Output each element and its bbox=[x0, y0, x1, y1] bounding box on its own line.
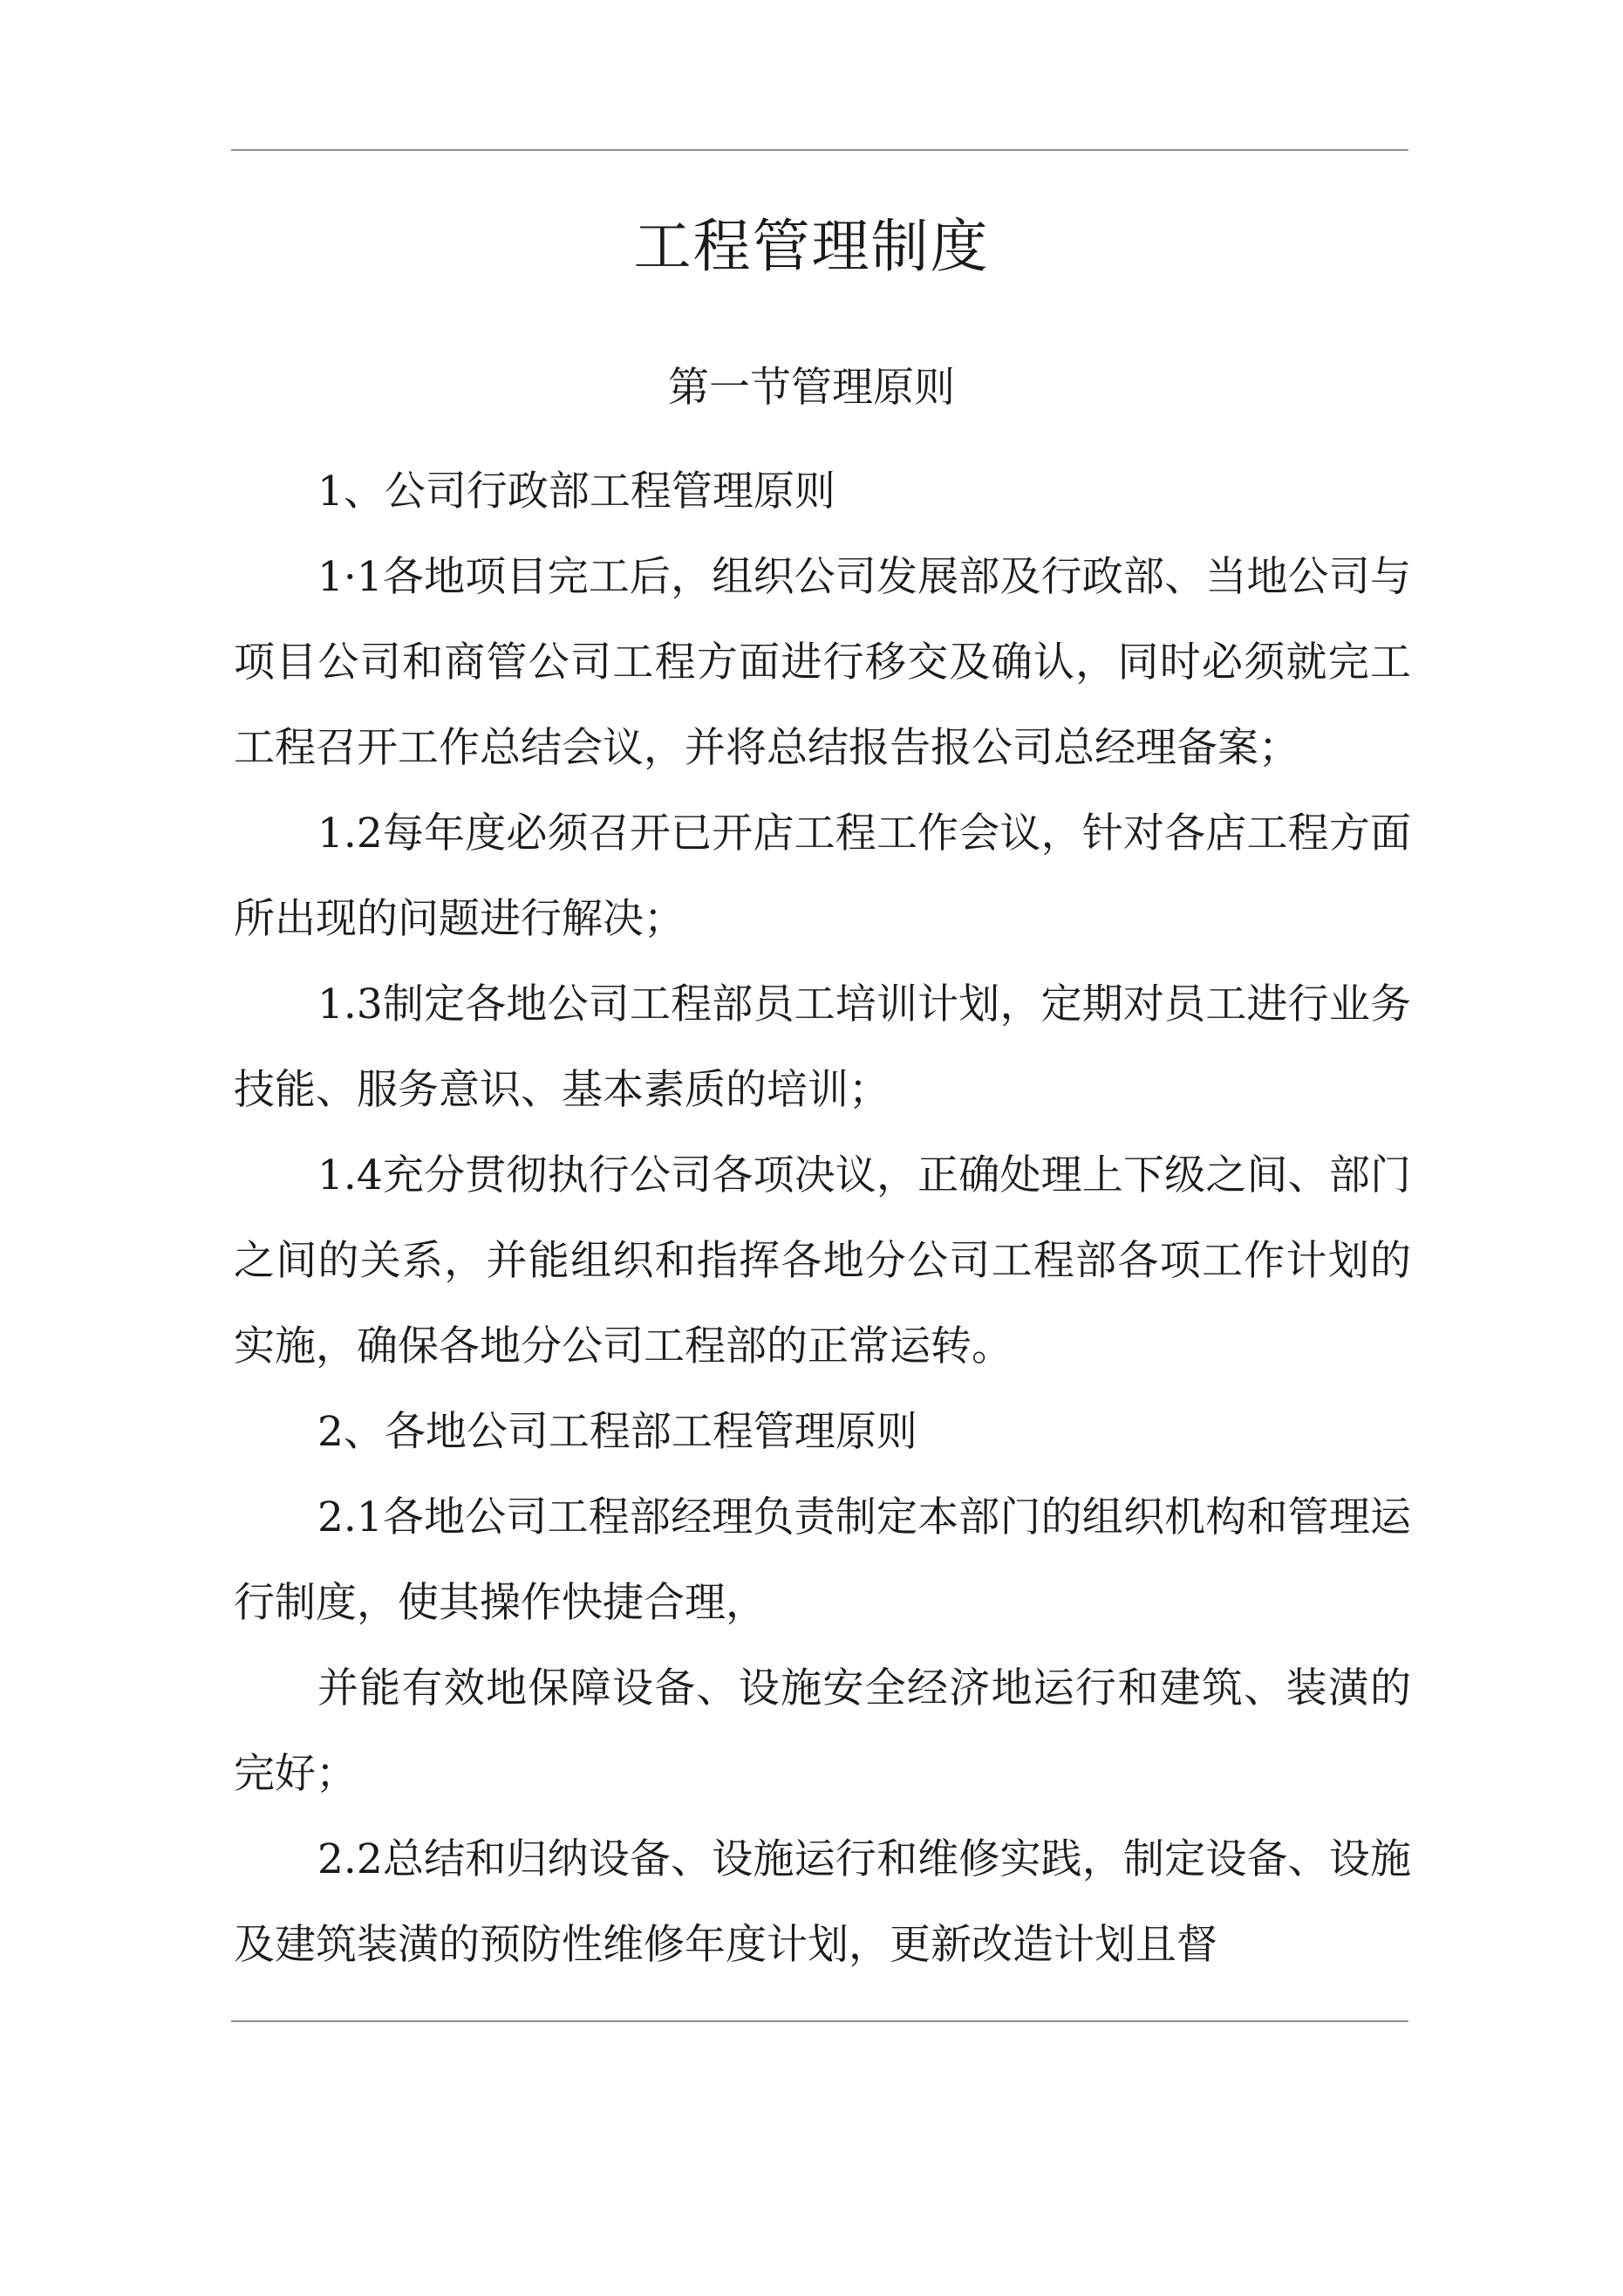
paragraph: 并能有效地保障设备、设施安全经济地运行和建筑、装潢的完好； bbox=[234, 1664, 1411, 1798]
paragraph: 1、公司行政部工程管理原则 bbox=[317, 468, 835, 516]
paragraph: 1.3制定各地公司工程部员工培训计划，定期对员工进行业务技能、服务意识、基本素质的培训； bbox=[234, 981, 1411, 1114]
paragraph: 1.2每年度必须召开已开店工程工作会议，针对各店工程方面所出现的问题进行解决； bbox=[234, 810, 1411, 943]
header-rule bbox=[231, 149, 1408, 151]
footer-rule bbox=[231, 2020, 1408, 2022]
document-body bbox=[234, 449, 1411, 1988]
section-heading: 第一节管理原则 bbox=[668, 364, 955, 412]
paragraph: 1.4充分贯彻执行公司各项决议，正确处理上下级之间、部门之间的关系，并能组织和指挥各地分公司工程部各项工作计划的实施，确保各地分公司工程部的正常运转。 bbox=[234, 1151, 1411, 1370]
document-title: 工程管理制度 bbox=[633, 213, 990, 280]
paragraph: 2、各地公司工程部工程管理原则 bbox=[317, 1408, 917, 1456]
paragraph: 1·1各地项目完工后，组织公司发展部及行政部、当地公司与项目公司和商管公司工程方面进行移交及确认，同时必须就完工工程召开工作总结会议，并将总结报告报公司总经理备案； bbox=[234, 553, 1411, 772]
paragraph: 2.1各地公司工程部经理负责制定本部门的组织机构和管理运行制度，使其操作快捷合理， bbox=[234, 1493, 1411, 1627]
paragraph: 2.2总结和归纳设备、设施运行和维修实践，制定设备、设施及建筑装潢的预防性维修年度计划，更新改造计划且督 bbox=[234, 1835, 1411, 1969]
